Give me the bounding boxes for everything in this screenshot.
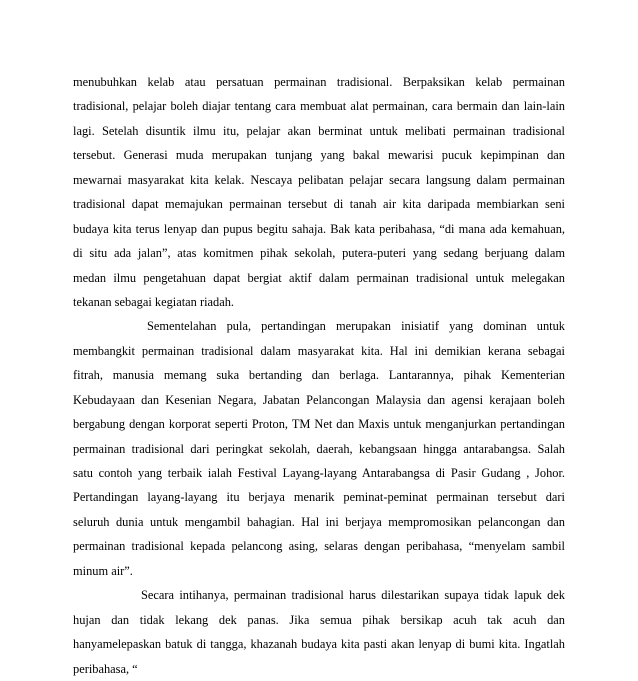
text-line: minum air”.: [73, 563, 133, 578]
text-line: hujan dan tidak lekang dek panas. Jika semua pihak bersikap acuh tak acuh dan: [73, 612, 565, 627]
text-line: tradisional dapat memajukan permainan tersebut di tanah air kita daripada membiarkan seni: [73, 197, 565, 212]
paragraph-1: [73, 70, 565, 314]
text-line: seluruh dunia untuk mengambil bahagian. Hal ini berjaya mempromosikan pelancongan dan: [73, 514, 565, 529]
text-line: satu contoh yang terbaik ialah Festival Layang-layang Antarabangsa di Pasir Gudang , Johor.: [73, 466, 565, 480]
text-line: budaya kita terus lenyap dan pupus begitu sahaja. Bak kata peribahasa, “di mana ada kemahuan,: [73, 221, 565, 236]
text-line: permainan tradisional dari peringkat sekolah, daerah, kebangsaan hingga antarabangsa. Salah: [73, 441, 565, 456]
paragraph-3: [73, 583, 565, 681]
text-line: lagi. Setelah disuntik ilmu itu, pelajar akan berminat untuk melibati permainan tradisional: [73, 123, 565, 138]
text-line: fitrah, manusia memang suka bertanding dan berlaga. Lantarannya, pihak Kementerian: [73, 368, 565, 383]
text-line: menubuhkan kelab atau persatuan permainan tradisional. Berpaksikan kelab permainan: [73, 75, 565, 89]
text-line: di situ ada jalan”, atas komitmen pihak sekolah, putera-puteri yang sedang berjuang dalam: [73, 246, 565, 261]
text-line: membangkit permainan tradisional dalam masyarakat kita. Hal ini demikian kerana sebagai: [73, 343, 565, 358]
text-line: Pertandingan layang-layang itu berjaya menarik peminat-peminat permainan tersebut dari: [73, 490, 565, 505]
text-line: medan ilmu pengetahuan dapat bergiat aktif dalam permainan tradisional untuk melegakan: [73, 270, 565, 285]
text-line: permainan tradisional kepada pelancong asing, selaras dengan peribahasa, “menyelam sambil: [73, 539, 565, 554]
text-line: Sementelahan pula, pertandingan merupakan inisiatif yang dominan untuk: [147, 319, 565, 334]
text-line: hanyamelepaskan batuk di tangga, khazanah budaya kita pasti akan lenyap di bumi kita. Ingatlah: [73, 637, 565, 652]
text-line: Secara intihanya, permainan tradisional harus dilestarikan supaya tidak lapuk dek: [141, 588, 565, 603]
text-line: bergabung dengan korporat seperti Proton, TM Net dan Maxis untuk menganjurkan pertandingan: [73, 417, 565, 432]
text-line: peribahasa, “: [73, 661, 138, 676]
text-line: tersebut. Generasi muda merupakan tunjang yang bakal mewarisi pucuk kepimpinan dan: [73, 148, 565, 163]
text-line: tekanan sebagai kegiatan riadah.: [73, 294, 234, 309]
paragraph-2: [73, 314, 565, 583]
text-line: tradisional, pelajar boleh diajar tentang cara membuat alat permainan, cara bermain dan lain-lain: [73, 99, 565, 114]
text-line: Kebudayaan dan Kesenian Negara, Jabatan Pelancongan Malaysia dan agensi kerajaan boleh: [73, 392, 565, 407]
text-line: mewarnai masyarakat kita kelak. Nescaya pelibatan pelajar secara langsung dalam permainan: [73, 172, 565, 187]
